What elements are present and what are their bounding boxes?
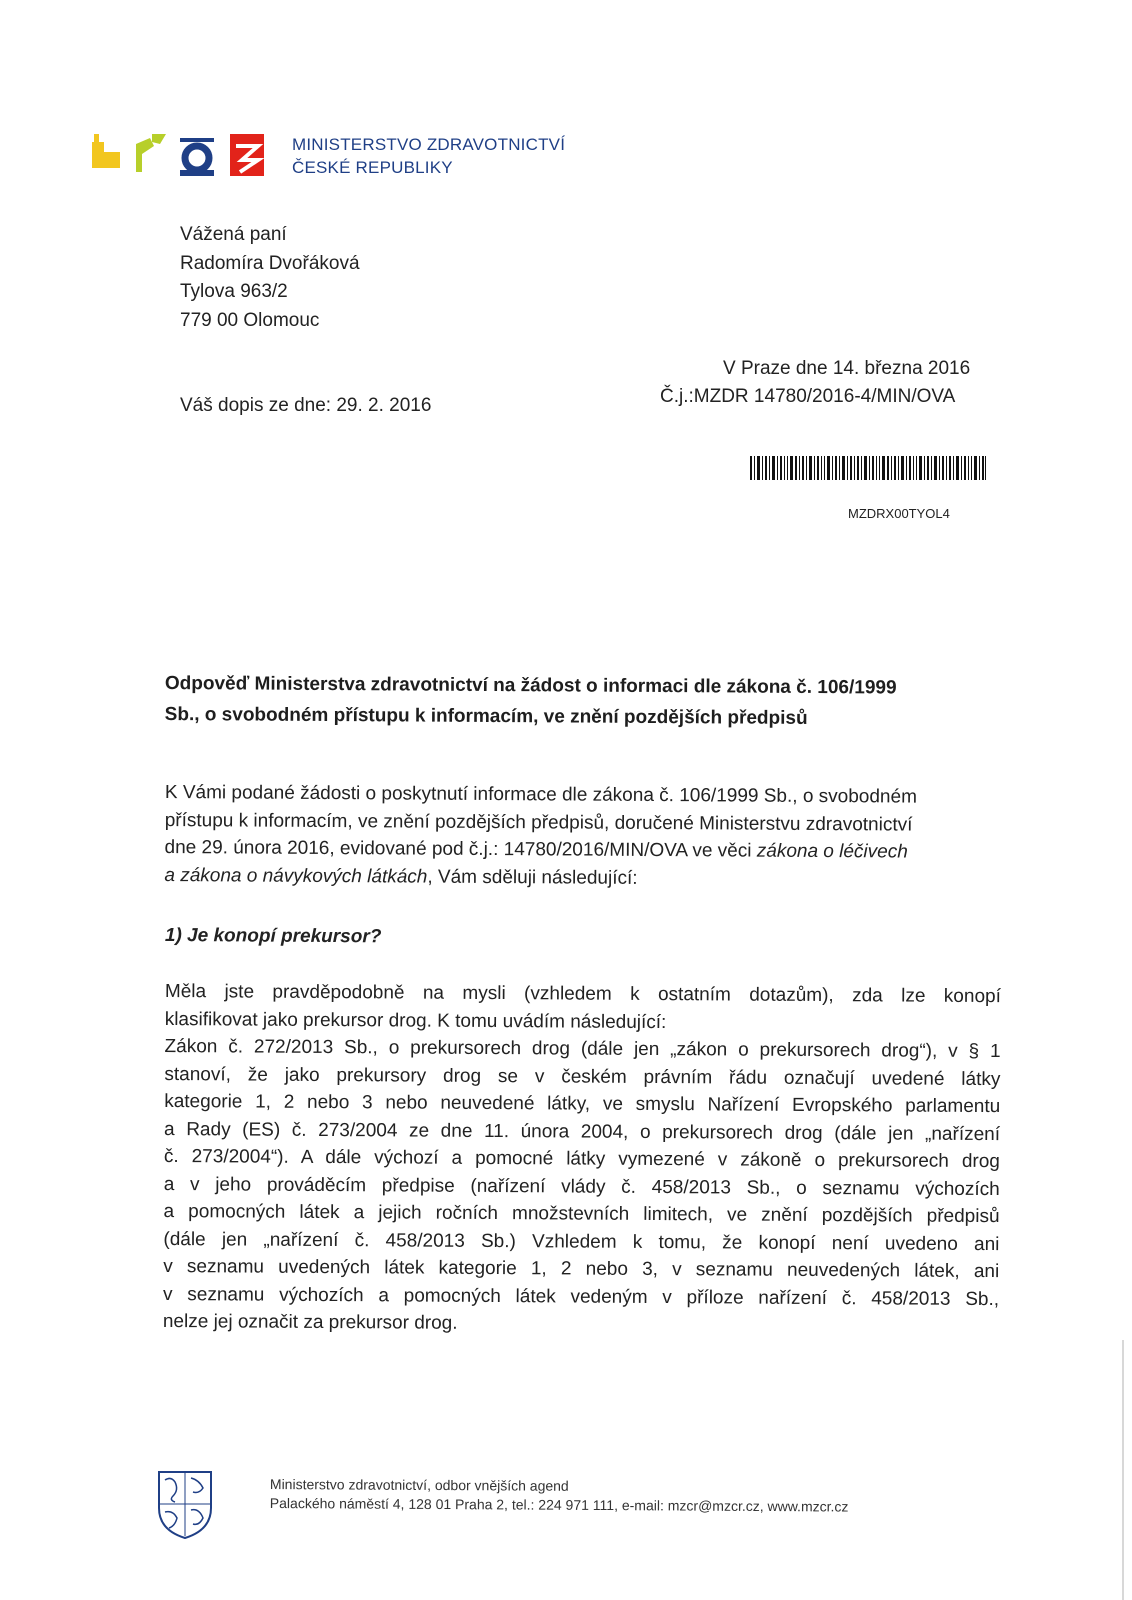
answer-paragraph	[163, 978, 1001, 1341]
recipient-name: Radomíra Dvořáková	[180, 252, 360, 274]
salutation: Vážená paní	[180, 224, 287, 245]
answer-line: klasifikovat jako prekursor drog. K tomu uvádím následující:	[164, 1008, 667, 1033]
answer-line: v seznamu uvedených látek kategorie 1, 2 nebo 3, v seznamu neuvedených látek, ani	[163, 1255, 1000, 1283]
letter-subject	[165, 668, 1005, 735]
footer-department: Ministerstvo zdravotnictví, odbor vnějších agend	[269, 1476, 569, 1494]
intro-italic: a zákona o návykových látkách	[164, 864, 428, 888]
intro-line	[164, 861, 1000, 894]
intro-line: přístupu k informacím, ve znění pozdějších předpisů, doručené Ministerstvu zdravotnictví	[164, 809, 913, 836]
intro-line: K Vámi podané žádosti o poskytnutí informace dle zákona č. 106/1999 Sb., o svobodném	[164, 781, 917, 808]
intro-text: , Vám sděluji následující:	[427, 866, 638, 889]
place-date: V Praze dne 14. března 2016	[723, 358, 971, 379]
ministry-logo-icon	[92, 132, 272, 180]
ministry-name	[292, 133, 565, 179]
recipient-city: 779 00 Olomouc	[180, 309, 320, 331]
answer-line: v seznamu výchozích a pomocných látek vedeným v příloze nařízení č. 458/2013 Sb.,	[163, 1283, 1000, 1310]
footer-address: Palackého náměstí 4, 128 01 Praha 2, tel.: 224 971 111, e-mail: mzcr@mzcr.cz, www.mzcr.cz	[269, 1494, 849, 1515]
answer-line: a v jeho prováděcím předpise (nařízení vlády č. 458/2013 Sb., o seznamu výchozích	[163, 1173, 1000, 1200]
intro-italic: zákona o léčivech	[756, 840, 908, 863]
recipient-address	[180, 221, 360, 335]
answer-line: č. 273/2004“). A dále výchozí a pomocné látky vymezené v zákoně o prekursorech drog	[163, 1145, 1000, 1173]
your-letter-date: Váš dopis ze dne: 29. 2. 2016	[180, 395, 432, 416]
footer-contact	[270, 1475, 849, 1517]
date-and-reference	[660, 355, 970, 411]
state-emblem-icon	[155, 1468, 215, 1540]
answer-line: Zákon č. 272/2013 Sb., o prekursorech drog (dále jen „zákon o prekursorech drog“), v § 1	[164, 1035, 1001, 1063]
answer-line: a pomocných látek a jejich ročních množstevních limitech, ve znění pozdějších předpisů	[163, 1200, 1000, 1228]
answer-line: a Rady (ES) č. 273/2004 ze dne 11. února 2004, o prekursorech drog (dále jen „nařízení	[164, 1118, 1001, 1145]
ministry-name-line2: ČESKÉ REPUBLIKY	[292, 158, 453, 177]
answer-line: (dále jen „nařízení č. 458/2013 Sb.) Vzhledem k tomu, že konopí není uvedeno ani	[163, 1228, 1000, 1255]
scan-edge-line	[1122, 1340, 1124, 1600]
answer-line: stanoví, že jako prekursory drog se v českém právním řádu označují uvedené látky	[164, 1063, 1001, 1090]
ministry-name-line1: MINISTERSTVO ZDRAVOTNICTVÍ	[292, 135, 566, 154]
answer-line: kategorie 1, 2 nebo 3 nebo neuvedené látky, ve smyslu Nařízení Evropského parlamentu	[164, 1090, 1001, 1118]
intro-paragraph	[164, 779, 1001, 894]
question-heading: 1) Je konopí prekursor?	[164, 924, 382, 948]
intro-text: dne 29. února 2016, evidované pod č.j.: 14780/2016/MIN/OVA ve věci	[164, 836, 757, 862]
recipient-street: Tylova 963/2	[180, 281, 288, 302]
subject-line1: Odpověď Ministerstva zdravotnictví na žádost o informaci dle zákona č. 106/1999	[164, 672, 897, 699]
reference-number: Č.j.:MZDR 14780/2016-4/MIN/OVA	[660, 386, 956, 407]
barcode-code: MZDRX00TYOL4	[848, 506, 950, 521]
intro-line	[164, 834, 1000, 867]
answer-line: nelze jej označit za prekursor drog.	[162, 1310, 458, 1334]
subject-line2: Sb., o svobodném přístupu k informacím, ve znění pozdějších předpisů	[164, 703, 808, 729]
answer-line: Měla jste pravděpodobně na mysli (vzhledem k ostatním dotazům), zda lze konopí	[164, 980, 1001, 1008]
barcode-icon	[750, 456, 986, 480]
